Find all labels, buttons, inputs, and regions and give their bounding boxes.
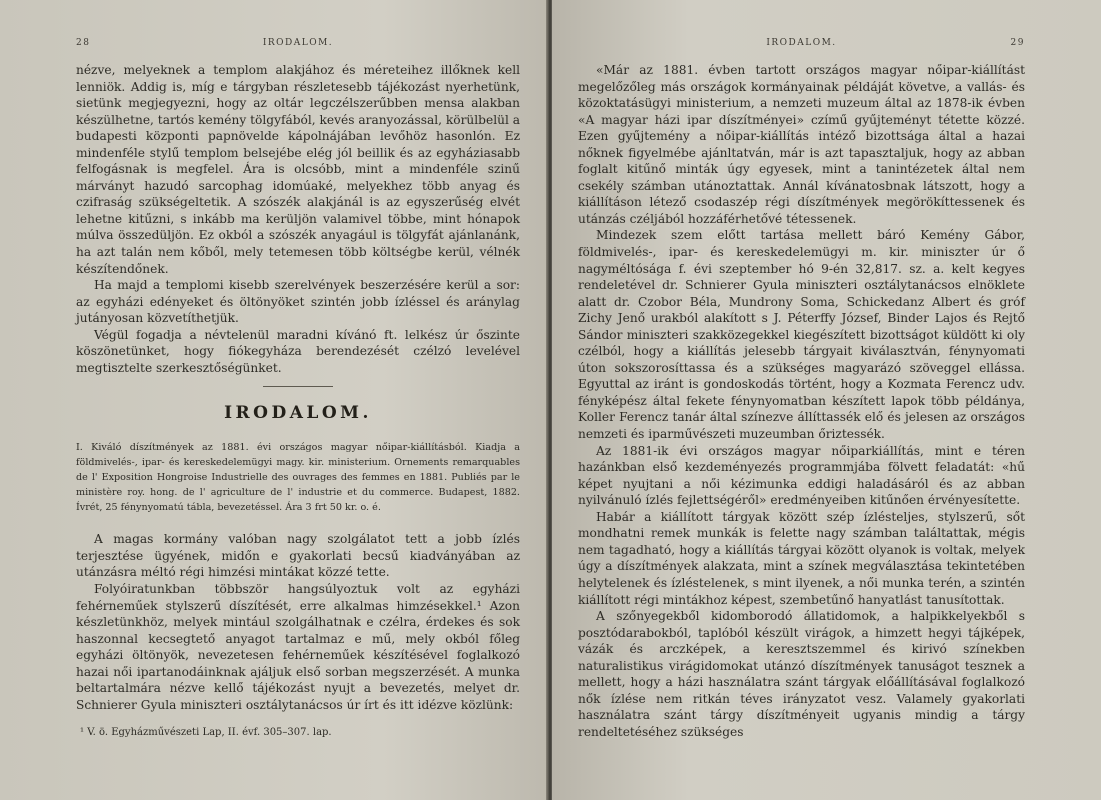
running-head-title: IRODALOM. bbox=[262, 38, 334, 48]
paragraph: A magas kormány valóban nagy szolgálatot tett a jobb ízlés terjesztése ügyének, midőn e gyakorlati becsű kiadványában az utánzásra méltó régi himzési mintákat közzé tette. bbox=[76, 532, 520, 580]
section-divider bbox=[263, 386, 333, 387]
paragraph: A szőnyegekből kidomborodó állatidomok, a halpikkelyekből s posztódarabokból, taplóból készült virágok, a himzett hegyi tájképek, vázák és arczképek, a keresztszemmel és kirivó színekben naturalistikus virágidomokat utánzó díszítmények tanuságot tesznek a mellett, hogy a házi használatra szánt tárgyak előállításával foglalkozó nők ízlése nem ritkán téves irányzatot vesz. Valamely gyakorlati használatra szánt tárgy díszítményeit ugyanis mindig a tárgy rendeltetéséhez szükséges bbox=[578, 609, 1025, 739]
paragraph: «Már az 1881. évben tartott országos magyar nőipar-kiállítást megelőzőleg más országok kormányainak példáját követve, a vallás- és közoktatásügyi ministerium, a nemzeti muzeum által az 1878-ik évben «A magyar házi ipar díszítményei» czímű gyűjteményt tétette közzé. Ezen gyűjtemény a nőipar-kiállítás intéző bizottsága által a hazai nőknek figyelmébe ajánltatván, már is azt tapasztaljuk, hogy az abban foglalt kitűnő minták úgy egyesek, mint a tanintézetek által nem csekély számban utánoztattak. Annál kívánatosbnak látszott, hogy a kiállításon létező csodaszép régi díszítmények megörökíttessenek és utánzás czéljából hozzáférhetővé tétessenek. bbox=[578, 63, 1025, 226]
paragraph: Az 1881-ik évi országos magyar nőiparkiállítás, mint e téren hazánkban első kezdeményezés programmjába fölvett feladatát: «hű képet nyujtani a női kézimunka eddigi haladásáról és az abban nyilvánuló ízlés fejlettségéről» eredményeiben kitűnően érvényesítette. bbox=[578, 443, 1025, 508]
footnote: ¹ V. ö. Egyházművészeti Lap, II. évf. 305–307. lap. bbox=[80, 727, 332, 739]
page-number: 28 bbox=[76, 38, 91, 48]
paragraph: Végül fogadja a névtelenül maradni kívánó ft. lelkész úr őszinte köszönetünket, hogy fiókegyháza berendezését czélzó levelével megtisztelte szerkesztőségünket. bbox=[76, 327, 520, 375]
section-title: IRODALOM. bbox=[224, 403, 372, 424]
page-number: 29 bbox=[1010, 38, 1025, 48]
paragraph: Folyóiratunkban többször hangsúlyoztuk volt az egyházi fehérneműek stylszerű díszítését, erre alkalmas himzésekkel.¹ Azon készletünkhöz, melyek mintául szolgálhatnak e czélra, érdekes és sok haszonnal kecsegtető anyagot tartalmaz e mű, mely okból főleg egyházi öltönyök, nevezetesen fehérneműek készítésével foglalkozó hazai női ipartanodáinknak ajáljuk első sorban megszerzését. A munka beltartalmára nézve kellő tájékozást nyujt a bevezetés, melyet dr. Schnierer Gyula miniszteri osztálytanácsos úr írt és itt idézve közlünk: bbox=[76, 582, 520, 712]
running-head-title: IRODALOM. bbox=[766, 38, 837, 48]
bibliography-entry: I. Kiváló díszítmények az 1881. évi országos magyar nőipar-kiállításból. Kiadja a földmivelés-, ipar- és kereskedelemügyi magy. kir. ministerium. Ornements remarquables de l' Exposition Hongroise Industrielle des ouvrages des femmes en 1881. Publiés par le ministère roy. hong. de l' agriculture de l' industrie et du commerce. Budapest, 1882. Ívrét, 25 fénynyomatú tábla, bevezetéssel. Ára 3 frt 50 kr. o. é. bbox=[76, 442, 520, 513]
right-page bbox=[552, 0, 1101, 800]
right-running-head bbox=[578, 38, 1025, 52]
paragraph: Habár a kiállított tárgyak között szép ízlésteljes, stylszerű, sőt mondhatni remek munkák is felette nagy számban találtattak, mégis nem tagadható, hogy a kiállítás tárgyai között olyanok is voltak, melyek úgy a díszítmények alakzata, mint a színek megválasztása tekintetében helytelenek és ízléstelenek, s mint ilyenek, a női munka terén, a szintén kiállított régi mintákhoz képest, szembetűnő hanyatlást tanusítottak. bbox=[578, 509, 1025, 607]
left-running-head bbox=[76, 38, 520, 52]
left-page bbox=[0, 0, 548, 800]
paragraph: Ha majd a templomi kisebb szerelvények beszerzésére kerül a sor: az egyházi edényeket és öltönyöket szintén jobb ízléssel és aránylag jutányosan közvetíthetjük. bbox=[76, 278, 520, 326]
paragraph: Mindezek szem előtt tartása mellett báró Kemény Gábor, földmivelés-, ipar- és kereskedelemügyi m. kir. miniszter úr ő nagyméltósága f. évi szeptember hó 9-én 32,817. sz. a. kelt kegyes rendeletével dr. Schnierer Gyula miniszteri osztálytanácsos elnöklete alatt dr. Czobor Béla, Mundrony Soma, Schickedanz Albert és gróf Zichy Jenő urakból alakított s J. Péterffy József, Binder Lajos és Rejtő Sándor miniszteri szakközegekkel kiegészített bizottságot küldött ki oly czélból, hogy a kiállítás jelesebb tárgyait kiválasztván, fénynyomati úton sokszorosíttassa és a szükséges magyarázó szöveggel ellássa. Egyuttal az iránt is gondoskodás történt, hogy a Kozmata Ferencz udv. fényképész által fekete fénynyomatban készített lapok több példánya, Koller Ferencz tanár által színezve állíttassék elő és jelesen az országos nemzeti és iparművészeti muzeumban őriztessék. bbox=[578, 228, 1025, 442]
paragraph: nézve, melyeknek a templom alakjához és méreteihez illőknek kell lenniök. Addig is, míg e tárgyban részletesebb tájékozást nyerhetünk, sietünk megjegyezni, hogy az oltár legczélszerűbben mensa alakban készülhetne, tartós kemény tölgyfából, kevés aranyozással, körülbelül a budapesti központi papnövelde kápolnájában levőhöz hasonlón. Ez mindenféle stylű templom belsejébe elég jól beillik és az egyháziasabb felfogásnak is megfelel. Ára is olcsóbb, mint a mindenféle szinű márványt hazudó sarcophag idomúaké, melyekhez több anyag és czifraság szükségeltetik. A szószék alakjánál is az egyszerűség elvét lehetne kitűzni, s inkább ma kerüljön valamivel többe, mint hónapok múlva összedüljön. Ez okból a szószék anyagául is tölgyfát ajánlanánk, ha azt talán nem kőből, mely tetemesen több költségbe kerül, vélnék készítendőnek. bbox=[76, 63, 520, 276]
